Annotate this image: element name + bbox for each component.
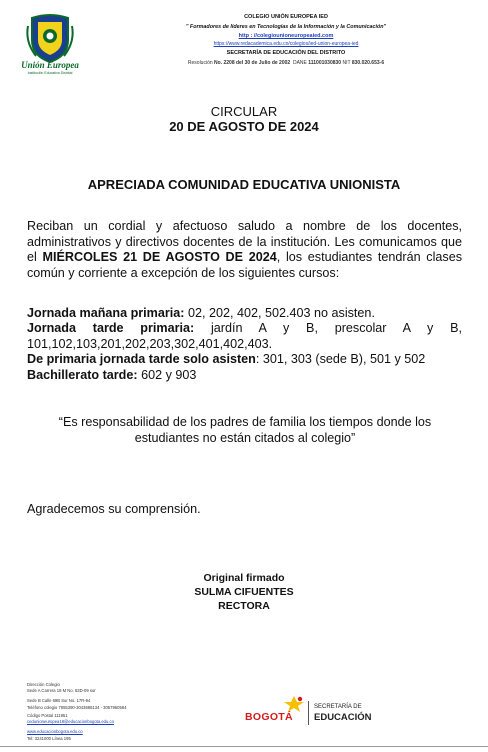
- redacademica-link[interactable]: https://www.redacademica.edu.co/colegios/ied-union-europea-ied: [213, 41, 359, 47]
- footer-email-link[interactable]: cedunioneuropea18@educacionbogota.edu.co: [27, 719, 114, 724]
- resolution-line: [96, 60, 476, 66]
- intro-paragraph: [27, 219, 462, 281]
- intro-text-2: , los estudiantes tendrán clases común y corriente a excepción de los siguientes cursos:: [27, 250, 462, 280]
- bogota-star-icon: [282, 696, 306, 712]
- course-value: 02, 202, 402, 502.403 no asisten.: [184, 306, 375, 320]
- greeting-title: APRECIADA COMUNIDAD EDUCATIVA UNIONISTA: [87, 177, 401, 192]
- signature-role: RECTORA: [218, 600, 270, 612]
- courses-list: [27, 306, 462, 383]
- course-label: Jornada mañana primaria:: [27, 306, 185, 320]
- footer-website-link[interactable]: www.educacionbogota.edu.co: [27, 729, 83, 734]
- secretaria-label: SECRETARÍA DE: [314, 704, 362, 710]
- course-line: [27, 306, 462, 321]
- secretaria-heading: SECRETARÍA DE EDUCACIÓN DEL DISTRITO: [226, 50, 346, 56]
- course-label: De primaria jornada tarde solo asisten: [27, 352, 256, 367]
- resolution-value: No. 2208 del 30 de Julio de 2002: [214, 60, 291, 66]
- nit-value: 830.020.653-6: [351, 60, 385, 66]
- school-logo-subtitle: Institución Educativa Distrital: [27, 71, 73, 75]
- school-logo-name: Unión Europea: [21, 60, 79, 70]
- school-website-link[interactable]: http : //colegiounioneuropeaied.com: [238, 33, 334, 39]
- dane-prefix: DANE: [292, 60, 307, 66]
- circular-date: 20 DE AGOSTO DE 2024: [169, 119, 319, 134]
- course-line: [27, 321, 462, 352]
- circular-label: CIRCULAR: [210, 104, 278, 119]
- intro-text-1: Reciban un cordial y afectuoso saludo a nombre de los docentes, administrativos y directivos docentes de la institución. Les comunicamos que el: [27, 219, 462, 265]
- dane-value: 111001030830: [308, 60, 342, 66]
- footer-telephone: Tel: 3241000 Línea 195: [27, 736, 71, 741]
- resolution-prefix: Resolución: [187, 60, 213, 66]
- bogota-logo: BOGOTÁ: [245, 711, 293, 723]
- signature-original: Original firmado: [203, 572, 285, 584]
- nit-prefix: NIT: [342, 60, 351, 66]
- intro-date: MIÉRCOLES 21 DE AGOSTO DE 2024: [42, 250, 277, 265]
- course-line: [27, 368, 462, 383]
- signature-name: SULMA CIFUENTES: [194, 586, 294, 598]
- educacion-label: EDUCACIÓN: [314, 712, 372, 723]
- course-value: jardín A y B, prescolar A y B, 101,102,103,201,202,203,302,401,402,403.: [27, 321, 462, 351]
- thanks-text: Agradecemos su comprensión.: [27, 502, 201, 516]
- footer-phone: Teléfono colegio 7655390-3043686134 - 3057960584: [27, 705, 127, 710]
- footer-divider: [308, 701, 309, 725]
- school-crest-icon: [24, 12, 76, 64]
- footer-address-label: Dirección Colegio: [27, 682, 60, 687]
- course-label: Jornada tarde primaria:: [27, 321, 195, 336]
- course-value: : 301, 303 (sede B), 501 y 502: [255, 352, 426, 367]
- course-line: [27, 352, 462, 367]
- course-label: Bachillerato tarde:: [27, 367, 138, 382]
- footer-sede-a: Sede A Carrera 18 M No. 63D-09 sur: [27, 688, 96, 693]
- footer-sede-b: Sede B Calle 69B Sur No. 17R-94: [27, 698, 91, 703]
- page-bottom-rule: [0, 746, 488, 747]
- school-motto: " Formadores de líderes en Tecnologías de la Información y la Comunicación": [185, 24, 387, 30]
- course-value: 602 y 903: [137, 367, 197, 382]
- school-name: COLEGIO UNIÓN EUROPEA IED: [244, 14, 328, 20]
- footer-postal-code: Código Postal 111951: [27, 713, 68, 718]
- responsibility-quote: “Es responsabilidad de los padres de familia los tiempos donde los estudiantes no están citados al colegio”: [58, 415, 432, 445]
